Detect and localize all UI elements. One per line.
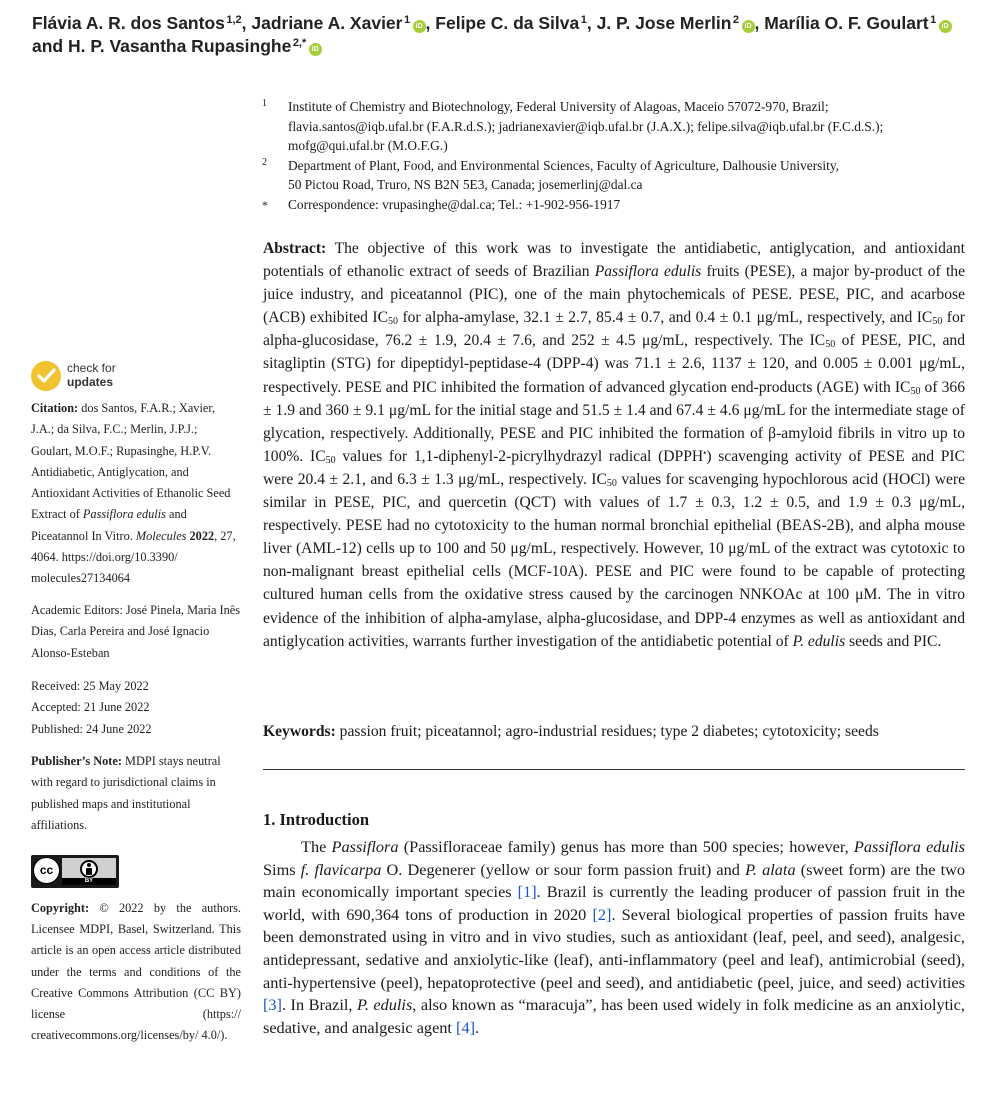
checkmark-icon [31,361,61,391]
attribution-icon [80,860,98,878]
publisher-note: Publisher’s Note: MDPI stays neutral with regard to jurisdictional claims in published maps and institutional affiliations. [31,754,221,832]
section-divider [263,769,965,770]
reference-link[interactable]: [1] [517,882,537,902]
published-date: Published: 24 June 2022 [31,721,152,736]
author: Flávia A. R. dos Santos $^{1,2}$, [32,13,252,33]
author: and H. P. Vasantha Rupasinghe $^{2,*}$ iD [32,36,322,56]
author-list [32,12,972,58]
keywords: Keywords: passion fruit; piceatannol; agro-industrial residues; type 2 diabetes; cytotoxicity; seeds [263,723,879,740]
reference-link[interactable]: [4] [456,1017,476,1037]
affiliation-2: 2 Department of Plant, Food, and Environmental Sciences, Faculty of Agriculture, Dalhousie University, 50 Pictou Road, Truro, NS B2N 5E3, Canada; josemerlinj@dal.ca [262,156,840,192]
cc-by-license-icon[interactable]: cc BY [31,855,119,888]
reference-link[interactable]: [2] [592,904,612,924]
orcid-icon[interactable]: iD [939,20,952,33]
article-dates [31,676,241,740]
copyright-notice: Copyright: © 2022 by the authors. Licensee MDPI, Basel, Switzerland. This article is an open access article distributed under the terms and conditions of the Creative Commons Attribution (CC BY) license (https:// creativecommons.org/licenses/by/ 4.0/). [31,901,241,1043]
cc-icon: cc [33,857,60,884]
affiliations [262,97,962,214]
orcid-icon[interactable]: iD [742,20,755,33]
received-date: Received: 25 May 2022 [31,679,149,693]
author: Marília O. F. Goulart $^1$ iD [764,13,951,33]
affiliation-1: 1 Institute of Chemistry and Biotechnology, Federal University of Alagoas, Maceio 57072-970, Brazil; flavia.santos@iqb.ufal.br (F.A.R.d.S.); jadrianexavier@iqb.ufal.br (J.A.X.); felipe.silva@iqb.ufal.br (F.C.d.S.); mofg@qui.ufal.br (M.O.F.G.) [262,98,884,153]
author: Felipe C. da Silva $^1$, [435,13,597,33]
orcid-icon[interactable]: iD [413,20,426,33]
check-for-updates-badge[interactable]: check for updates [31,361,161,395]
introduction-text: The Passiflora (Passifloraceae family) genus has more than 500 species; however, Passiflora edulis Sims f. flavicarpa O. Degenerer (yellow or sour form passion fruit) and P. alata (sweet form) are the two main economically important species [1]. Brazil is currently the leading producer of passion fruit in the world, with 690,364 tons of production in 2020 [2]. Several biological properties of passion fruits have been demonstrated using in vitro and in vivo studies, such as antioxidant (leaf, peel, and seed), analgesic, antidepressant, sedative and anxiolytic-like (leaf), anti-inflammatory (peel and leaf), antimicrobial (seed), anti-hypertensive (peel), hepatoprotective (peel and seed), and antidiabetic (peel, juice, and seed) activities [3]. In Brazil, P. edulis, also known as “maracuja”, has been used widely in folk medicine as an anxiolytic, sedative, and analgesic agent [4]. [263,837,965,1037]
abstract: Abstract: The objective of this work was to investigate the antidiabetic, antiglycation, and antioxidant potentials of ethanolic extract of seeds of Brazilian Passiflora edulis fruits (PESE), a major by-product of the juice industry, and piceatannol (PIC), one of the main phytochemicals of PESE. PESE, PIC, and acarbose (ACB) exhibited $IC_{50}$ for alpha-amylase, 32.1 ± 2.7, 85.4 ± 0.7, and 0.4 ± 0.1 μg/mL, respectively, and $IC_{50}$ for alpha-glucosidase, 76.2 ± 1.9, 20.4 ± 7.6, and 252 ± 4.5 μg/mL, respectively. The $IC_{50}$ of PESE, PIC, and sitagliptin (STG) for dipeptidyl-peptidase-4 (DPP-4) was 71.1 ± 2.6, 1137 ± 120, and 0.005 ± 0.001 μg/mL, respectively. PESE and PIC inhibited the formation of advanced glycation end-products (AGE) with $IC_{50}$ of 366 ± 1.9 and 360 ± 9.1 μg/mL for the initial stage and 51.5 ± 1.4 and 67.4 ± 4.6 μg/mL for the intermediate stage of glycation, respectively. Additionally, PESE and PIC inhibited the formation of β-amyloid fibrils in vitro up to 100%. $IC_{50}$ values for 1,1-diphenyl-2-picrylhydrazyl radical (DPPH•) scavenging activity of PESE and PIC were 20.4 ± 2.1, and 6.3 ± 1.3 μg/mL, respectively. $IC_{50}$ values for scavenging hypochlorous acid (HOCl) were similar in PESE, PIC, and quercetin (QCT) with values of 1.7 ± 0.3, 1.2 ± 0.5, and 1.9 ± 0.3 μg/mL, respectively. PESE had no cytotoxicity to the human normal bronchial epithelial (BEAS-2B), and alpha mouse liver (AML-12) cells up to 100 and 50 μg/mL, respectively. However, 10 μg/mL of the extract was cytotoxic to non-malignant breast epithelial cells (MCF-10A). PESE and PIC were found to be capable of protecting cultured human cells from the oxidative stress caused by the carcinogen NNKOAc at 100 μM. The in vitro evidence of the inhibition of alpha-amylase, alpha-glucosidase, and DPP-4 enzymes as well as antioxidant and antiglycation activities, warrants further investigation of the antidiabetic potential of P. edulis seeds and PIC. [263,240,966,650]
author: Jadriane A. Xavier $^1$ iD , [251,13,436,33]
reference-link[interactable]: [3] [263,995,282,1015]
orcid-icon[interactable]: iD [309,43,322,56]
accepted-date: Accepted: 21 June 2022 [31,700,150,715]
correspondence: * Correspondence: vrupasinghe@dal.ca; Tel.: +1-902-956-1917 [262,196,621,212]
citation: Citation: dos Santos, F.A.R.; Xavier, J.A.; da Silva, F.C.; Merlin, J.P.J.; Goulart, M.O.F.; Rupasinghe, H.P.V. Antidiabetic, Antiglycation, and Antioxidant Activities of Ethanolic Seed Extract of Passiflora edulis and Piceatannol In Vitro. Molecules 2022, 27, 4064. https://doi.org/10.3390/ molecules27134064 [31,401,236,586]
academic-editors: Academic Editors: José Pinela, Maria Inês Dias, Carla Pereira and José Ignacio Alonso-Esteban [31,603,240,660]
author: J. P. Jose Merlin $^2$ iD , [596,13,765,33]
section-title: 1. Introduction [263,810,370,829]
